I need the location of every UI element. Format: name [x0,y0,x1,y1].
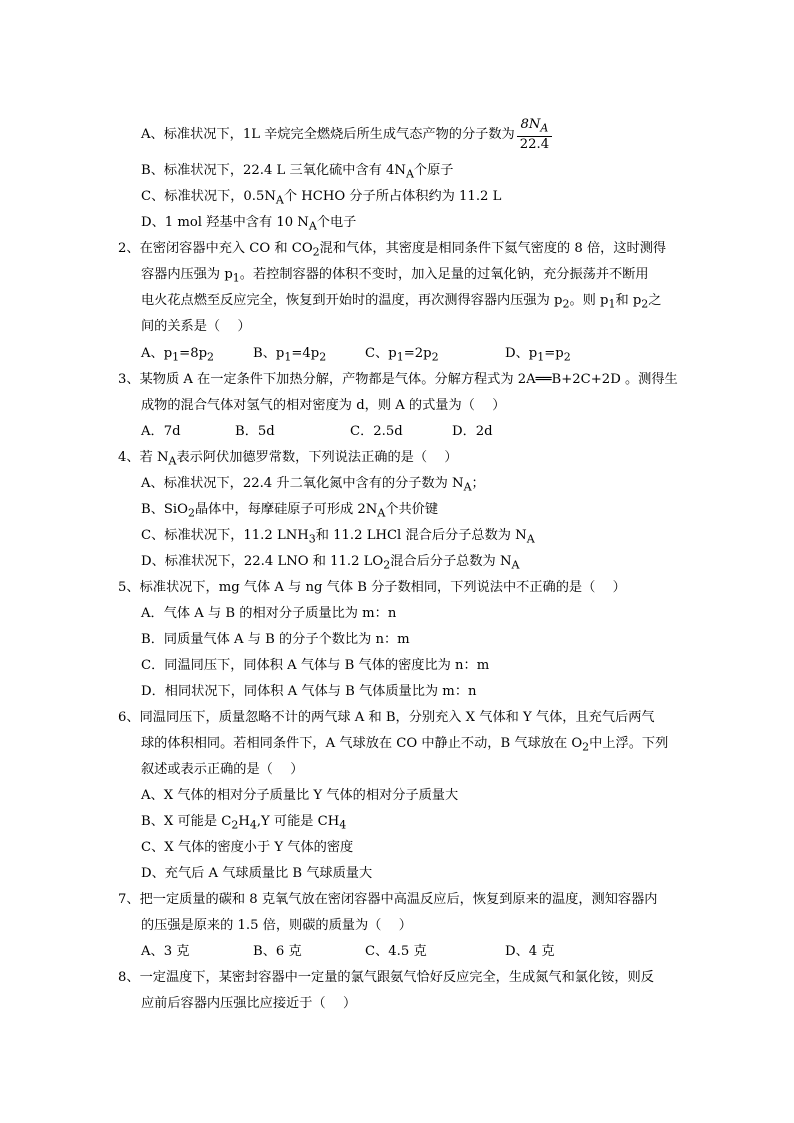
subscript: A [308,219,317,233]
q6-option-b [141,813,346,835]
q6-option-c: C、X 气体的密度小于 Y 气体的密度 [141,840,354,855]
q2-text: 和 p [615,293,642,308]
q6-option-a: A、X 气体的相对分子质量比 Y 气体的相对分子质量大 [141,788,459,803]
q2-text: 混和气体，其密度是相同条件下氦气密度的 8 倍，这时测得 [319,241,667,256]
q1-option-a [141,117,552,152]
q2-option-c [365,345,439,367]
subscript: 2 [383,558,391,572]
subscript: A [526,532,535,546]
option-text: A、p [141,346,173,361]
q7-option-c: C、4.5 克 [365,944,427,959]
q7-option-d: D、4 克 [505,944,555,959]
subscript: 2 [582,740,590,754]
q1-option-c-text: C、标准状况下，0.5N [141,189,276,204]
q3-option-b: B．5d [235,424,275,439]
subscript: 1 [537,350,545,364]
q4-option-c [141,527,535,549]
q3-line-2: 成物的混合气体对氢气的相对密度为 d，则 A 的式量为（ ） [141,398,506,413]
q8-line-2: 应前后容器内压强比应接近于（ ） [141,996,357,1011]
subscript: A [463,480,472,494]
q3-option-a: A．7d [141,424,181,439]
q7-option-a: A、3 克 [141,944,190,959]
q4-text: 表示阿伏加德罗常数，下列说法正确的是（ ） [176,450,458,465]
subscript: 3 [308,532,316,546]
subscript: 2 [207,350,215,364]
option-text: A、标准状况下，22.4 升二氧化氮中含有的分子数为 N [141,476,464,491]
q5-option-c: C．同温同压下，同体积 A 气体与 B 气体的密度比为 n：m [141,658,490,673]
q2-option-d [505,345,571,367]
option-text: B、SiO [141,502,188,517]
q2-line-2 [141,266,649,288]
subscript: 1 [172,350,180,364]
fraction-denominator: 22.4 [519,136,550,152]
q1-option-d-text: D、1 mol 羟基中含有 10 N [141,215,309,230]
option-text: B、X 可能是 C [141,814,232,829]
subscript: 1 [232,271,240,285]
option-text: 和 11.2 LHCl 混合后分子总数为 N [315,528,527,543]
numerator-subscript: A [540,121,549,135]
subscript: 2 [187,506,195,520]
option-text: =p [544,346,564,361]
q2-text: 。若控制容器的体积不变时，加入足量的过氧化钠，充分振荡并不断用 [239,267,649,282]
q3-line-1: 3、某物质 A 在一定条件下加热分解，产物都是气体。分解方程式为 2A══B+2C+2D 。测得生 [118,372,678,387]
option-text: C、p [365,346,397,361]
subscript: 1 [284,350,292,364]
subscript: A [511,558,520,572]
q7-option-b: B、6 克 [253,944,302,959]
subscript: 2 [312,245,320,259]
subscript: 2 [431,350,439,364]
subscript: 2 [231,818,239,832]
q2-text: 容器内压强为 p [141,267,233,282]
q2-option-a [141,345,214,367]
subscript: A [275,193,284,207]
q5-option-b: B．同质量气体 A 与 B 的分子个数比为 n：m [141,632,410,647]
q8-line-1: 8、一定温度下，某密封容器中一定量的氯气跟氨气恰好反应完全，生成氮气和氯化铵，则反 [118,970,654,985]
subscript: 4 [249,818,257,832]
q2-option-b [253,345,326,367]
q1-option-b-tail: 个原子 [413,163,454,178]
q2-text: 电火花点燃至反应完全，恢复到开始时的温度，再次测得容器内压强为 p [141,293,563,308]
q3-option-c: C．2.5d [350,424,403,439]
numerator-text: 8N [520,117,541,132]
option-text: D、标准状况下，22.4 LNO 和 11.2 LO [141,554,384,569]
q2-line-4: 间的关系是（ ） [141,319,251,334]
option-text: =2p [403,346,432,361]
q5-option-d: D．相同状况下，同体积 A 气体与 B 气体质量比为 m：n [141,684,477,699]
q1-option-b-text: B、标准状况下，22.4 L 三氧化硫中含有 4N [141,163,406,178]
q1-option-c-tail: 个 HCHO 分子所占体积约为 11.2 L [283,189,502,204]
q2-line-3 [141,292,661,314]
q6-line-3: 叙述或表示正确的是（ ） [141,762,304,777]
q1-option-b [141,162,453,184]
option-text: 晶体中，每摩硅原子可形成 2N [194,502,378,517]
q3-option-d: D．2d [452,424,493,439]
q4-option-b [141,501,438,523]
q6-option-d: D、充气后 A 气球质量比 B 气球质量大 [141,866,373,881]
q2-line-1 [118,240,666,262]
q1-option-a-text: A、标准状况下，1L 辛烷完全燃烧后所生成气态产物的分子数为 [141,126,515,142]
q6-text: 中上浮。下列 [589,736,669,751]
subscript: 4 [339,818,347,832]
option-text: 个共价键 [385,502,439,517]
subscript: 2 [563,350,571,364]
q1-option-a-fraction [517,117,552,152]
option-text: D、p [505,346,538,361]
option-text: H [238,814,250,829]
q2-text: 。则 p [569,293,609,308]
q2-text: 之 [648,293,662,308]
q1-option-d [141,214,356,236]
q4-line-1 [118,449,458,471]
option-text: C、标准状况下，11.2 LNH [141,528,309,543]
subscript: 2 [319,350,327,364]
q6-line-2 [141,735,668,757]
subscript: A [405,167,414,181]
q7-line-1: 7、把一定质量的碳和 8 克氧气放在密闭容器中高温反应后，恢复到原来的温度，测知容器内 [118,892,658,907]
q4-option-d [141,553,519,575]
option-text: ,Y 可能是 CH [256,814,340,829]
subscript: 1 [396,350,404,364]
option-text: =8p [179,346,208,361]
q2-text: 2、在密闭容器中充入 CO 和 CO [118,241,313,256]
q6-line-1: 6、同温同压下，质量忽略不计的两气球 A 和 B，分别充入 X 气体和 Y 气体，且充气后两气 [118,710,655,725]
subscript: 2 [562,297,570,311]
q1-option-d-tail: 个电子 [316,215,357,230]
subscript: 1 [608,297,616,311]
q5-line-1: 5、标准状况下，mg 气体 A 与 ng 气体 B 分子数相同，下列说法中不正确的是（ ） [118,580,626,595]
option-text: =4p [291,346,320,361]
q1-option-c [141,188,501,210]
q4-text: 4、若 N [118,450,169,465]
subscript: 2 [641,297,649,311]
option-text: 混合后分子总数为 N [390,554,512,569]
subscript: A [168,454,177,468]
q6-text: 球的体积相同。若相同条件下，A 气球放在 CO 中静止不动，B 气球放在 O [141,736,583,751]
subscript: A [377,506,386,520]
q7-line-2: 的压强是原来的 1.5 倍，则碳的质量为（ ） [141,918,412,933]
option-text: ； [471,476,485,491]
option-text: B、p [253,346,285,361]
q5-option-a: A．气体 A 与 B 的相对分子质量比为 m：n [141,606,397,621]
q4-option-a [141,475,485,497]
fraction-numerator [517,117,552,137]
